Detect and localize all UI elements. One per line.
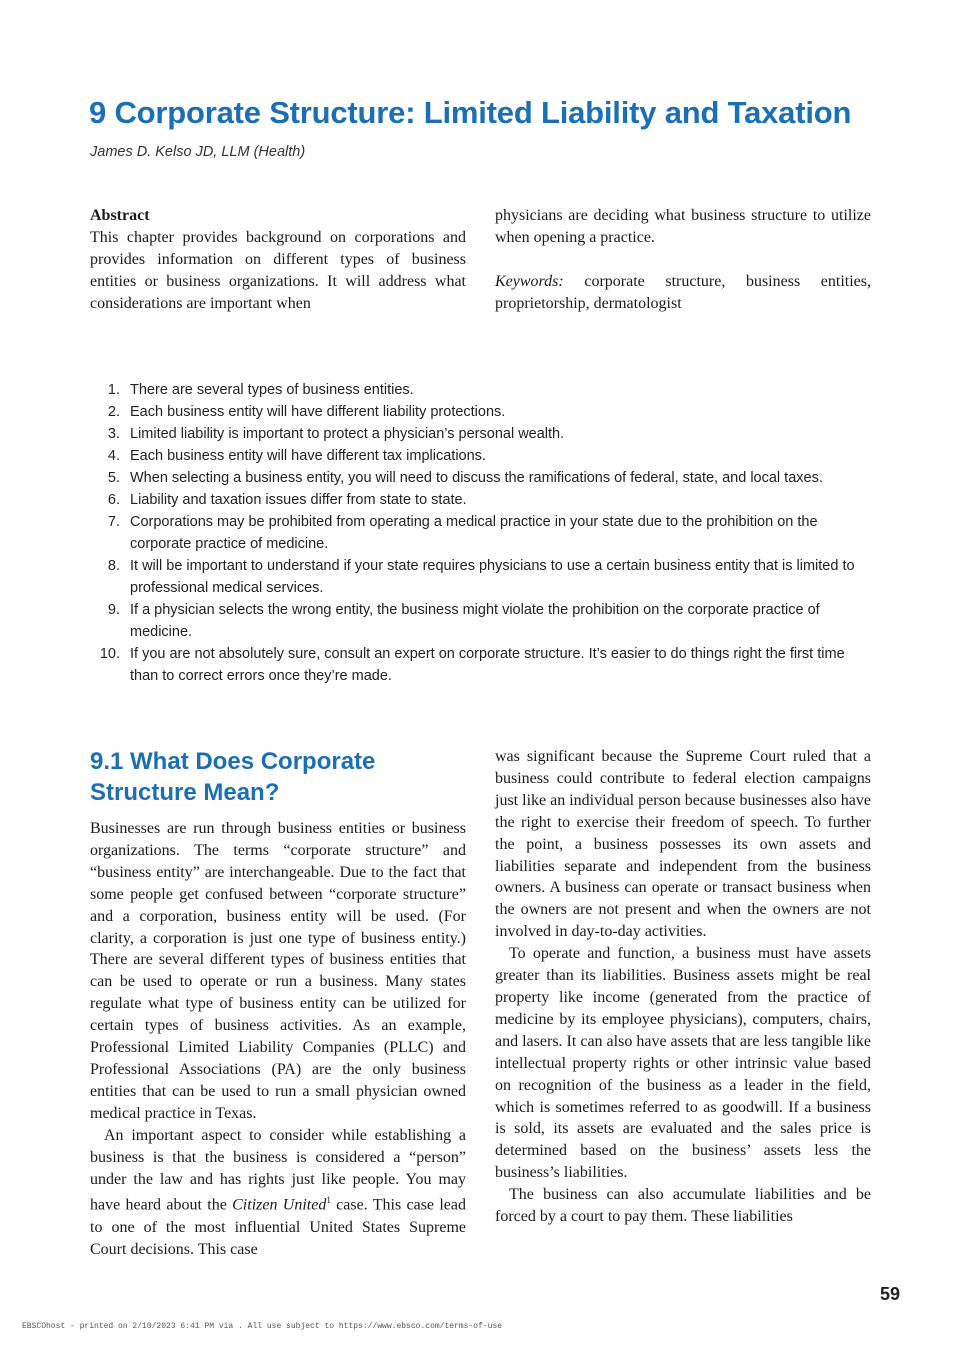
body-paragraph: To operate and function, a business must have assets greater than its liabilities. Business assets might be real property like income (generated from the practice of medicine by its employee physicians), computers, chairs, and lasers. It can also have assets that are less tangible like intellectual property rights or other intrinsic value based on recognition of the business as a leader in the field, which is sometimes referred to as goodwill. If a business is sold, its assets are evaluated and the sales price is determined based on the business’ assets less the business’s liabilities.	[495, 945, 871, 1182]
key-point-text: If you are not absolutely sure, consult an expert on corporate structure. It’s easier to do things right the first time than to correct errors once they’re made.	[130, 646, 845, 684]
key-point	[90, 599, 870, 643]
key-point	[90, 489, 870, 511]
key-point	[90, 379, 870, 401]
footnote-ref[interactable]: 1	[326, 1195, 331, 1206]
key-point-number: 7.	[107, 514, 120, 530]
abstract-heading: Abstract	[90, 207, 150, 224]
key-point-text: It will be important to understand if your state requires physicians to use a certain business entity that is limited to professional medical services.	[130, 558, 855, 596]
keywords-label: Keywords:	[495, 273, 564, 290]
keywords-text: corporate structure, business entities, proprietorship, dermatologist	[495, 273, 871, 312]
key-point-text: Corporations may be prohibited from operating a medical practice in your state due to the prohibition on the corporate practice of medicine.	[130, 514, 818, 552]
author-line: James D. Kelso JD, LLM (Health)	[90, 144, 306, 160]
key-point	[90, 445, 870, 467]
key-point-number: 9.	[107, 602, 120, 618]
abstract-text-left: This chapter provides background on corporations and provides information on different types of business entities or business organizations. It will address what considerations are important when	[90, 229, 466, 312]
paragraph-text: An important aspect to consider while establishing a business is that the business is considered a “person” under the law and has rights just like people. You may have heard about the	[90, 1126, 466, 1214]
key-point-number: 2.	[107, 404, 120, 420]
key-point-number: 6.	[107, 492, 120, 508]
keywords	[495, 271, 871, 315]
key-point	[90, 423, 870, 445]
body-paragraph: The business can also accumulate liabilities and be forced by a court to pay them. These liabilities	[495, 1186, 871, 1226]
key-point	[90, 467, 870, 489]
key-point-text: There are several types of business entities.	[130, 382, 414, 398]
key-points-list	[90, 379, 870, 687]
key-point	[90, 511, 870, 555]
abstract-text-right: physicians are deciding what business structure to utilize when opening a practice.	[495, 207, 871, 246]
key-point-number: 1.	[107, 382, 120, 398]
key-point-number: 5.	[107, 470, 120, 486]
key-point-number: 4.	[107, 448, 120, 464]
key-point	[90, 555, 870, 599]
key-point-text: Limited liability is important to protect a physician’s personal wealth.	[130, 426, 565, 442]
key-point	[90, 643, 870, 687]
body-paragraph: was significant because the Supreme Court ruled that a business could contribute to federal election campaigns just like an individual person because businesses also have the right to exercise their freedom of speech. To further the point, a business possesses its own assets and liabilities separate and independent from the business owners. A business can operate or transact business when the owners are not present and when the owners are not involved in day-to-day activities.	[495, 748, 871, 941]
key-point	[90, 401, 870, 423]
chapter-title: 9 Corporate Structure: Limited Liability and Taxation	[89, 95, 852, 130]
body-paragraph	[90, 1125, 466, 1261]
page-number: 59	[879, 1284, 900, 1304]
key-point-text: Each business entity will have different tax implications.	[130, 448, 486, 464]
paragraph-text: case. This case lead to one of the most influential United States Supreme Court decisions. This case	[90, 1196, 467, 1258]
print-footer: EBSCOhost - printed on 2/10/2023 6:41 PM via . All use subject to https://www.ebsco.com/terms-of-use	[22, 1322, 503, 1331]
section-heading: 9.1 What Does Corporate Structure Mean?	[90, 748, 376, 806]
body-right-column	[495, 746, 871, 1228]
key-point-text: Each business entity will have different liability protections.	[130, 404, 506, 420]
key-point-number: 8.	[107, 558, 120, 574]
key-point-text: When selecting a business entity, you will need to discuss the ramifications of federal, state, and local taxes.	[130, 470, 823, 486]
key-point-text: If a physician selects the wrong entity, the business might violate the prohibition on the corporate practice of medicine.	[130, 602, 820, 640]
abstract-right-column	[495, 205, 871, 315]
key-point-number: 3.	[107, 426, 120, 442]
body-left-column	[90, 818, 466, 1260]
case-name: Citizen United	[232, 1196, 327, 1214]
body-paragraph: Businesses are run through business entities or business organizations. The terms “corporate structure” and “business entity” are interchangeable. Due to the fact that some people get confused between “corporate structure” and a corporation, business entity will be used. (For clarity, a corporation is just one type of business entity.) There are several different types of business entities that can be used to operate or run a business. Many states regulate what type of business entity can be utilized for certain types of business activities. As an example, Professional Limited Liability Companies (PLLC) and Professional Associations (PA) are the only business entities that can be used to run a small physician owned medical practice in Texas.	[90, 820, 466, 1122]
abstract-left-column	[90, 205, 466, 315]
key-point-number: 10.	[99, 646, 120, 662]
key-point-text: Liability and taxation issues differ from state to state.	[130, 492, 467, 508]
